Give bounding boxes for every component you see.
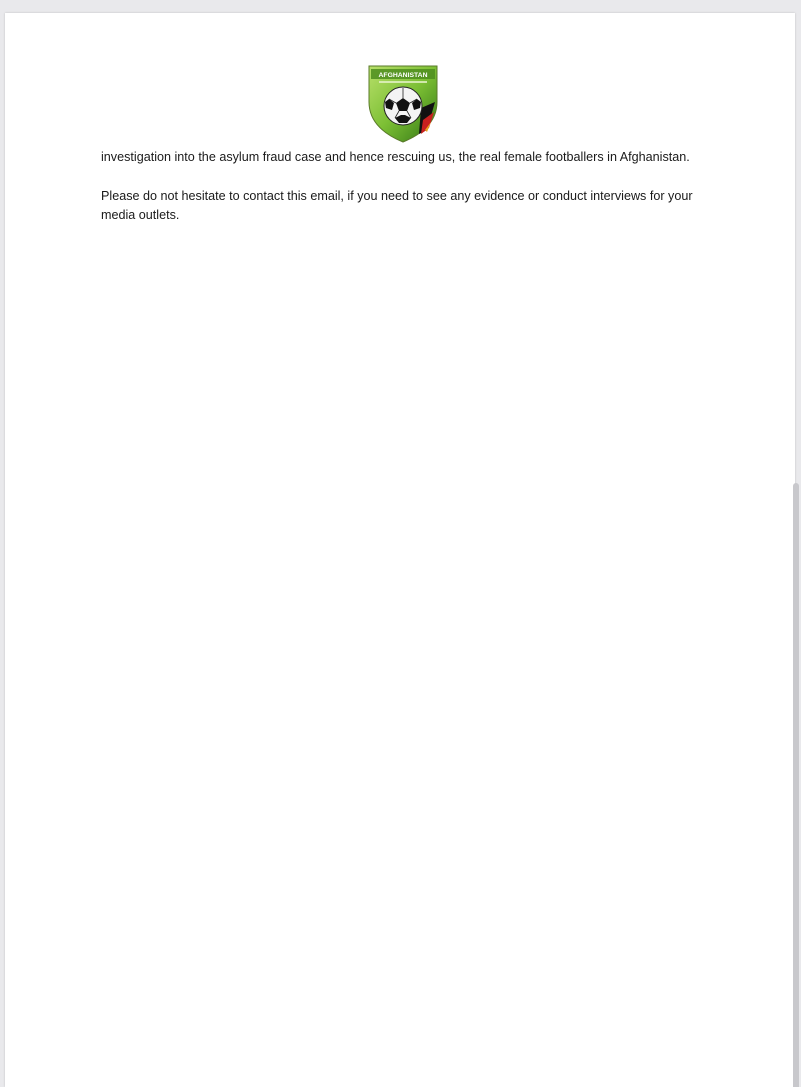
scrollbar-thumb[interactable]	[793, 483, 799, 1087]
federation-crest-logo	[365, 62, 441, 144]
crest-title: AFGHANISTAN	[378, 72, 428, 79]
paragraph-investigation: investigation into the asylum fraud case and hence rescuing us, the real female footballers in Afghanistan.	[101, 150, 690, 164]
vertical-scrollbar[interactable]	[791, 13, 801, 1087]
paragraph-contact: Please do not hesitate to contact this email, if you need to see any evidence or conduct interviews for your media outlets.	[101, 189, 693, 222]
document-page	[5, 13, 795, 1087]
soccer-crest-icon	[365, 62, 441, 144]
letter-body	[101, 148, 721, 245]
